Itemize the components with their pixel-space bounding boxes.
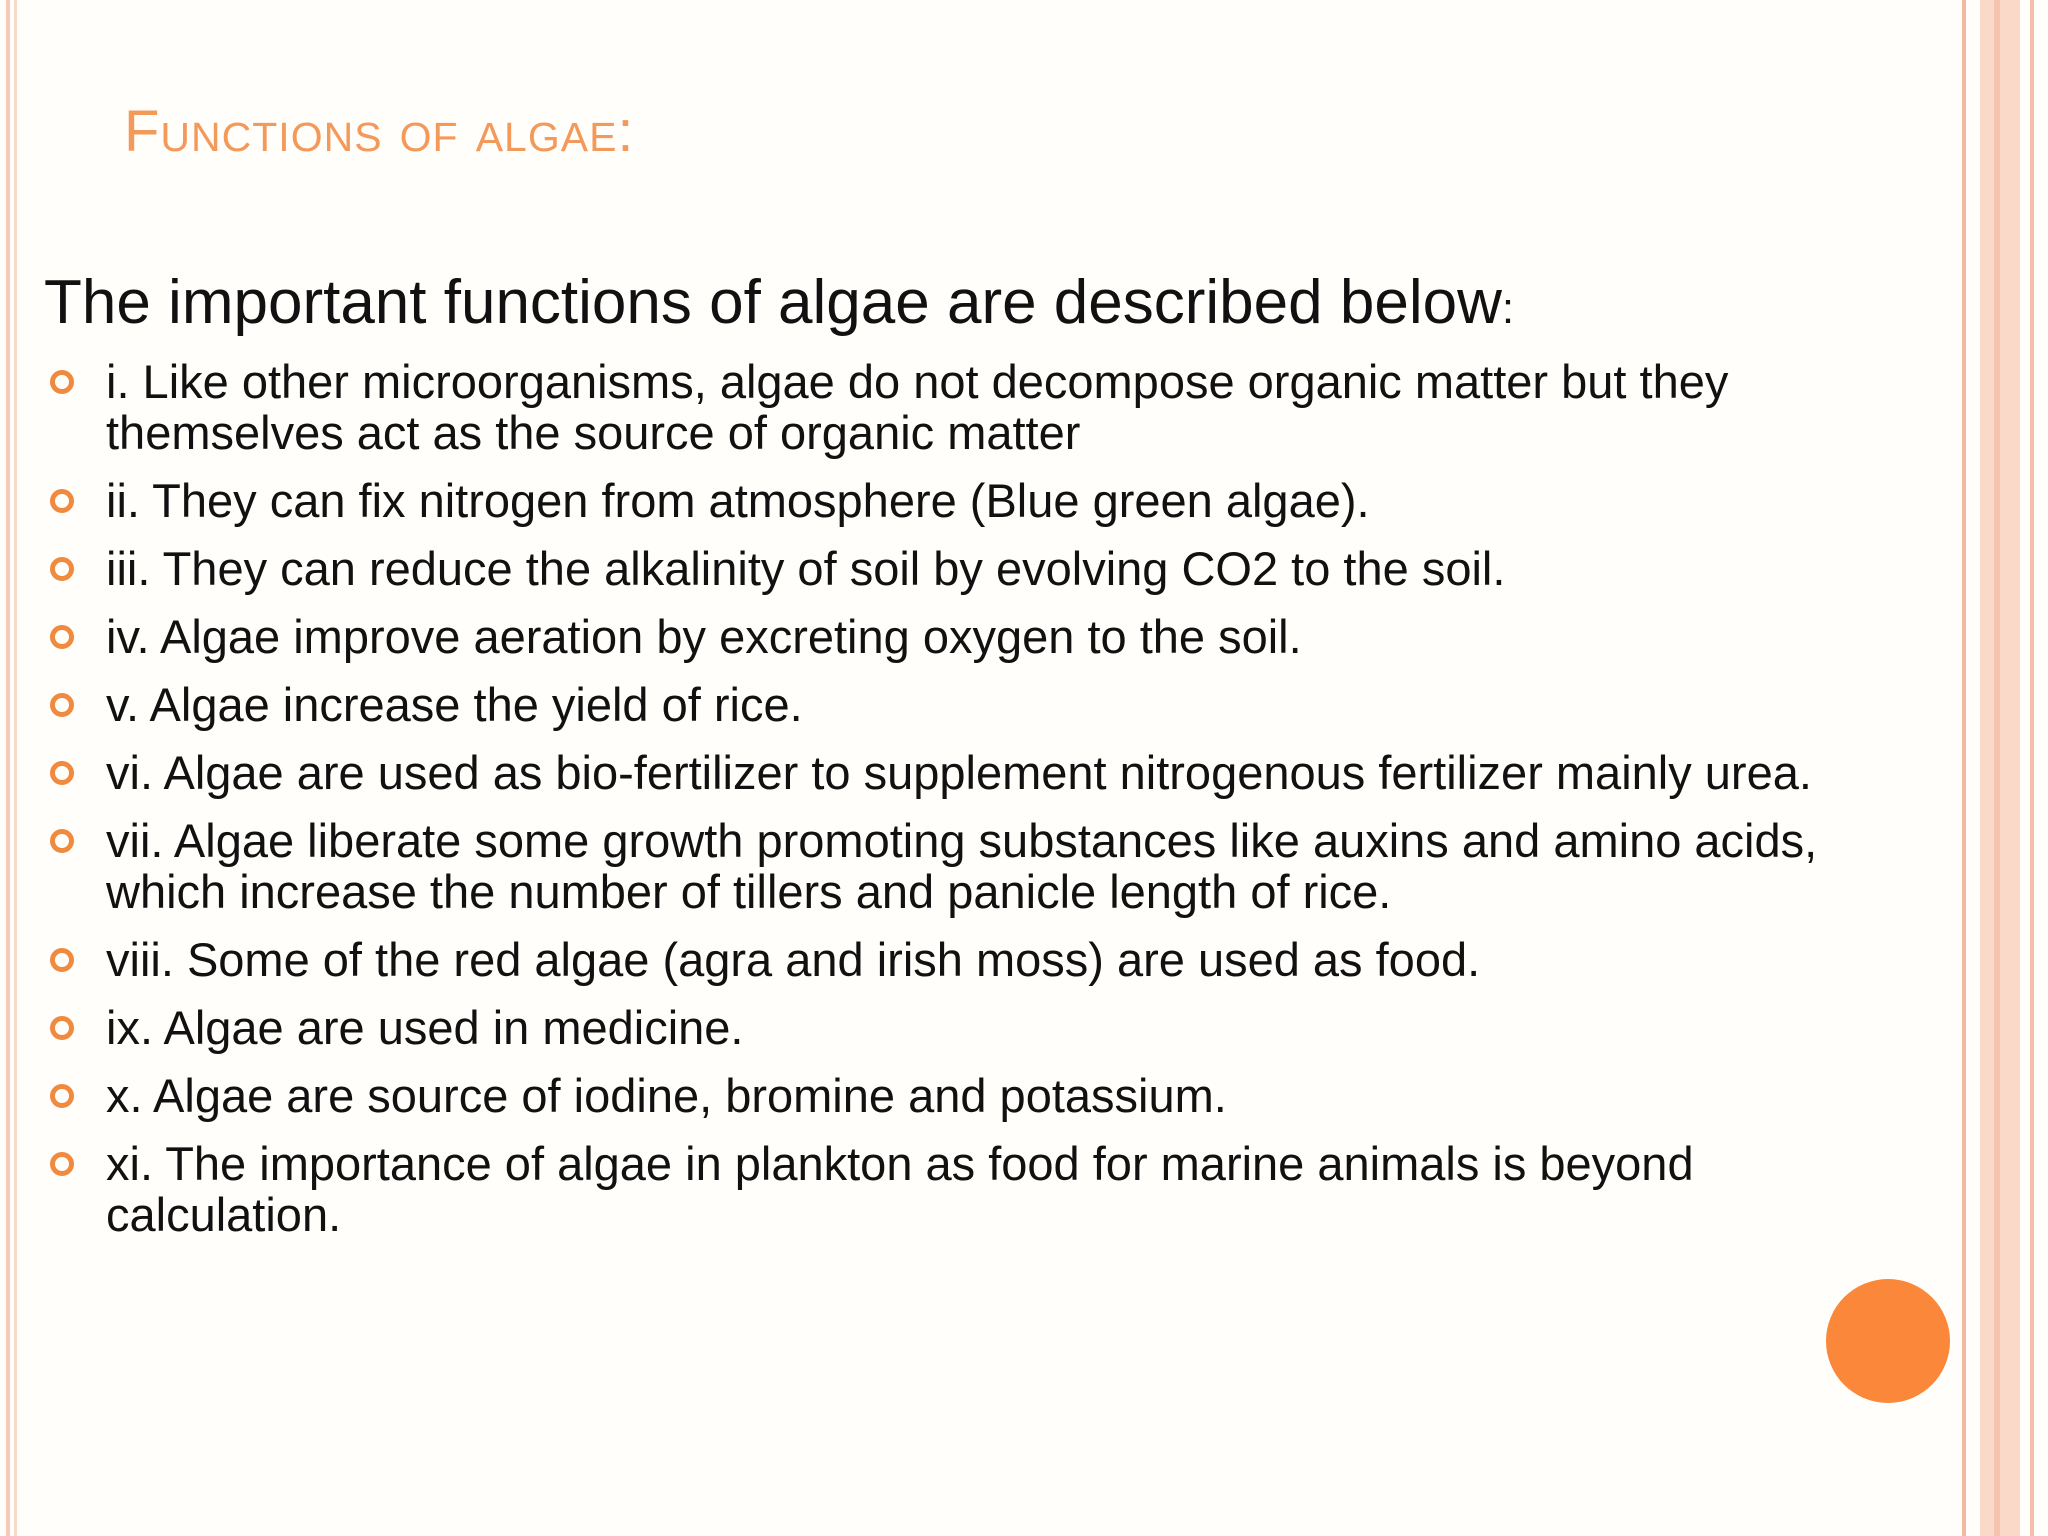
orange-circle-decoration bbox=[1826, 1279, 1950, 1403]
hollow-circle-bullet-icon bbox=[50, 557, 74, 581]
right-border-stripe bbox=[1962, 0, 1966, 1536]
intro-colon: : bbox=[1501, 284, 1515, 333]
list-item bbox=[44, 815, 1884, 917]
slide-title: Functions of algae: bbox=[124, 99, 635, 164]
hollow-circle-bullet-icon bbox=[50, 829, 74, 853]
right-border-stripe-inner bbox=[1994, 0, 2000, 1536]
list-item-text: vi. Algae are used as bio-fertilizer to supplement nitrogenous fertilizer mainly urea. bbox=[106, 746, 1812, 799]
functions-list bbox=[44, 356, 1884, 1257]
right-border-band bbox=[1980, 0, 2020, 1536]
list-item bbox=[44, 934, 1884, 985]
list-item-text: iii. They can reduce the alkalinity of soil by evolving CO2 to the soil. bbox=[106, 542, 1506, 595]
list-item bbox=[44, 356, 1884, 458]
list-item-text: viii. Some of the red algae (agra and irish moss) are used as food. bbox=[106, 933, 1481, 986]
hollow-circle-bullet-icon bbox=[50, 1016, 74, 1040]
hollow-circle-bullet-icon bbox=[50, 625, 74, 649]
list-item-text: iv. Algae improve aeration by excreting oxygen to the soil. bbox=[106, 610, 1302, 663]
hollow-circle-bullet-icon bbox=[50, 948, 74, 972]
list-item-text: ix. Algae are used in medicine. bbox=[106, 1001, 744, 1054]
list-item bbox=[44, 611, 1884, 662]
list-item-text: vii. Algae liberate some growth promoting substances like auxins and amino acids, which increase the number of tillers and panicle length of rice. bbox=[106, 814, 1818, 918]
list-item bbox=[44, 475, 1884, 526]
list-item-text: x. Algae are source of iodine, bromine and potassium. bbox=[106, 1069, 1227, 1122]
hollow-circle-bullet-icon bbox=[50, 489, 74, 513]
list-item bbox=[44, 1138, 1884, 1240]
list-item bbox=[44, 679, 1884, 730]
intro-text bbox=[44, 268, 1514, 337]
intro-sentence: The important functions of algae are described below bbox=[44, 268, 1502, 337]
list-item-text: ii. They can fix nitrogen from atmosphere (Blue green algae). bbox=[106, 474, 1370, 527]
hollow-circle-bullet-icon bbox=[50, 370, 74, 394]
hollow-circle-bullet-icon bbox=[50, 1152, 74, 1176]
list-item bbox=[44, 747, 1884, 798]
list-item bbox=[44, 1070, 1884, 1121]
right-border-stripe-outer bbox=[2030, 0, 2034, 1536]
list-item-text: i. Like other microorganisms, algae do not decompose organic matter but they themselves act as the source of organic matter bbox=[106, 355, 1729, 459]
left-border-stripe bbox=[6, 0, 10, 1536]
hollow-circle-bullet-icon bbox=[50, 1084, 74, 1108]
list-item bbox=[44, 1002, 1884, 1053]
list-item-text: v. Algae increase the yield of rice. bbox=[106, 678, 803, 731]
list-item-text: xi. The importance of algae in plankton as food for marine animals is beyond calculation. bbox=[106, 1137, 1694, 1241]
list-item bbox=[44, 543, 1884, 594]
left-border-stripe-inner bbox=[14, 0, 17, 1536]
hollow-circle-bullet-icon bbox=[50, 693, 74, 717]
hollow-circle-bullet-icon bbox=[50, 761, 74, 785]
